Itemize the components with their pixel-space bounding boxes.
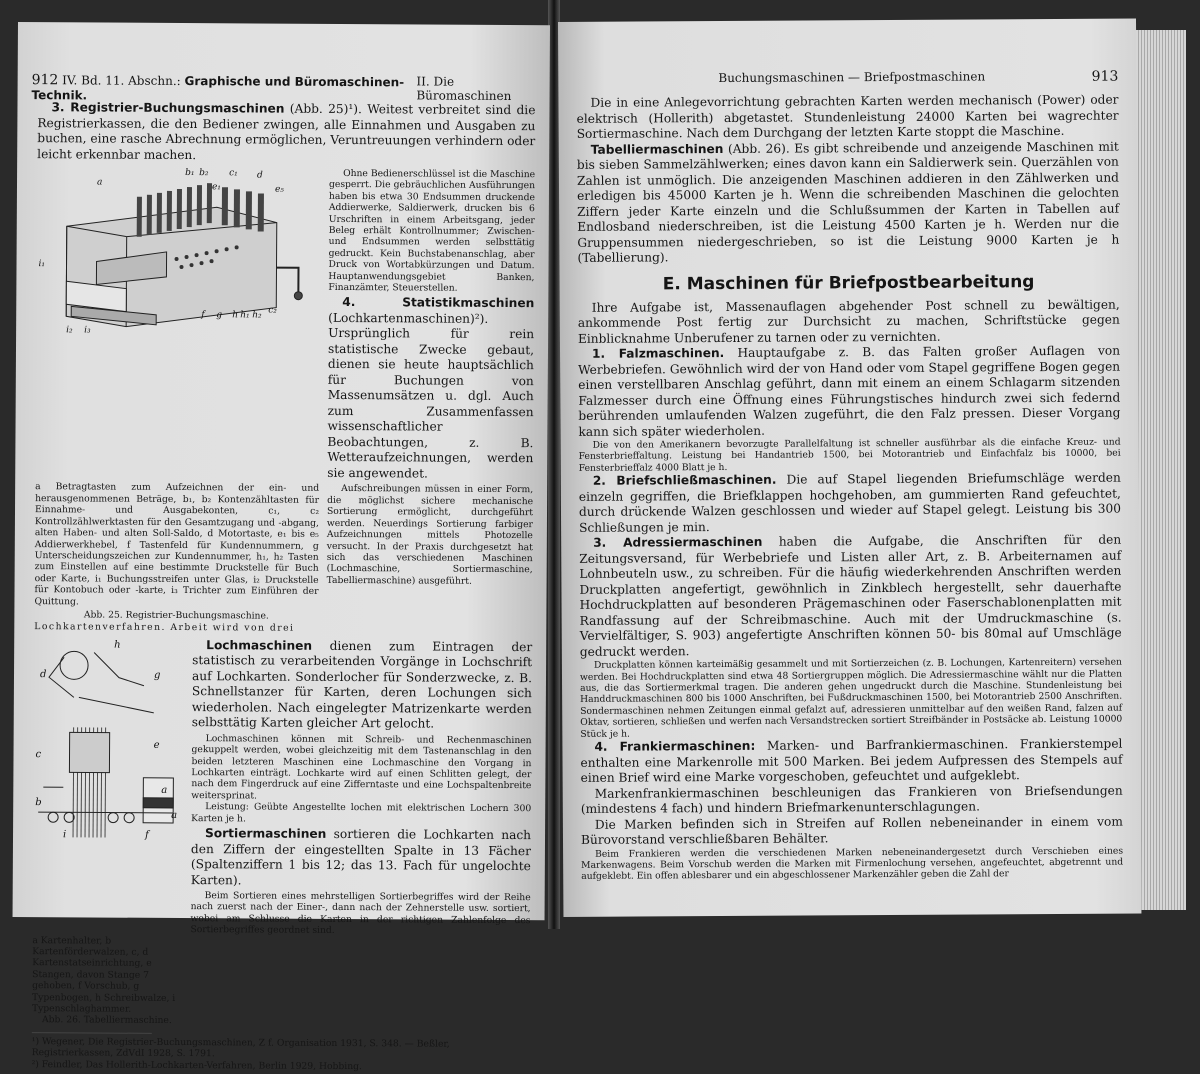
section-intro: Ihre Aufgabe ist, Massenauflagen abgehender Post schnell zu bewältigen, ankommende Post fertig zur Durchsicht zu machen, Schriftstücke gegen Einblicknahme Unberufener zu tarnen oder zu vernichten. — [577, 297, 1120, 346]
fig26-label-c: c — [35, 748, 42, 760]
statistik-text: (Lochkartenmaschinen)²). Ursprünglich für rein statistische Zwecke gebaut, dienen sie heute hauptsächlich für Buchungen von Massenumsätzen u. dgl. Auch zum Zusammenfassen wissenschaftlicher Beobachtungen, z. B. Wetteraufzeichnungen, werden sie angewendet. — [327, 310, 535, 481]
lochmaschinen-text: dienen zum Eintragen der statistisch zu verarbeitenden Vorgänge in Lochschrift auf Lochkarten. Sonderlocher für Sonderzwecke, z. B. Schnellstanzer für Karten, deren Lochungen sich wiederholen. Nach eingelegter Matrizenkarte werden selbsttätig Karten gleicher Art gelocht. — [191, 638, 533, 731]
leistung-small-text: Leistung: Geübte Angestellte lochen mit elektrischen Lochern 300 Karten je h. — [191, 801, 532, 825]
right-page-number: 913 — [1091, 68, 1119, 85]
sortier-small-text: Beim Sortieren eines mehrstelligen Sortierbegriffes wird der Reihe nach zuerst nach der Einer-, dann nach der Zehnerstelle usw. sortiert, wobei am Schlusse die Karten in der richtigen Zahlenfolge des Sortierbegriffes geordnet sind. — [190, 890, 531, 937]
fig25-label-h: h — [232, 310, 239, 321]
statistik-title: 4. Statistikmaschinen — [342, 295, 535, 311]
frankier-title: 4. Frankiermaschinen: — [594, 738, 756, 754]
fig25-label-h2: h₂ — [252, 310, 262, 321]
fig25-caption: a Betragtasten zum Aufzeichnen der ein- und herausgenommenen Beträge, b₁, b₂ Kontenzähltasten für Einnahme- und Ausgabekonten, c₁, c₂ Kontrollzählwerktasten für den Gesamtzugang und -abgang, alten Haben- und alten Soll-Saldo, d Motortaste, e₁ bis e₅ Addierwerkhebel, f Tastenfeld für Kundennummern, g Unterscheidungszeichen zur Kundennummer, h₁, h₂ Tasten zum Einstellen auf eine bestimmte Druckstelle für Buch oder Karte, i₁ Buchungsstreifen unter Glas, i₂ Druckstelle für Kontobuch oder -karte, i₃ Trichter zum Einführen der Quittung. — [34, 481, 320, 607]
falz-title: 1. Falzmaschinen. — [591, 345, 725, 361]
fig26-label-h: h — [114, 639, 121, 651]
schliess-title: 2. Briefschließmaschinen. — [592, 472, 777, 489]
schliess-text: Die auf Stapel liegenden Briefumschläge werden einzeln gegriffen, die Briefklappen hochgehoben, am gummierten Rand gefeuchtet, durch drückende Walzen geschlossen und wieder auf Stapel gelegt. Leistung bis 300 Schließungen je min. — [578, 470, 1122, 535]
tabellier-machine-illustration — [33, 637, 184, 843]
marken-paragraph: Die Marken befinden sich in Streifen auf Rollen nebeneinander in einem vom Bürovorstand verschließbaren Behälter. — [580, 814, 1123, 847]
fig26-label-i: i — [63, 829, 67, 841]
registrier-machine-illustration — [36, 166, 321, 338]
lochmaschinen-small-text: Lochmaschinen können mit Schreib- und Rechenmaschinen gekuppelt werden, wobei gleichzeitig mit dem Tastenanschlag in den beiden letzteren Maschinen eine Lochmaschine den Vorgang in Lochkarten einträgt. Lochkarte wird auf einen Schlitten gelegt, der nach dem Fingerdruck auf eine Zifferntaste und eine Lochspaltenbreite weitersprinat. — [191, 732, 532, 802]
fig25-label-i3: i₃ — [84, 325, 91, 336]
frankier-paragraph — [580, 737, 1122, 787]
fig25-label-f: f — [201, 310, 205, 321]
fig25-label-e5: e₅ — [274, 184, 284, 195]
fig26-title: Abb. 26. Tabelliermaschine. — [41, 1014, 172, 1027]
fig25-label-d: d — [257, 170, 263, 181]
tabellier-title: Tabelliermaschinen — [590, 141, 724, 157]
fig26-label-g: g — [153, 669, 161, 681]
adressier-title: 3. Adressiermaschinen — [593, 534, 763, 551]
fig26-label-d: d — [39, 668, 47, 680]
schliess-paragraph — [579, 471, 1121, 536]
fig26-label-e: e — [153, 739, 160, 751]
fig25-label-h1: h₁ — [240, 310, 250, 321]
left-running-head-prefix: IV. Bd. 11. Abschn.: — [62, 73, 185, 89]
footnote-1: ¹) Wegener, Die Registrier-Buchungsmaschinen, Z f. Organisation 1931, S. 348. — Beßler, Registrierkassen, ZdVdI 1928, S. 1791. — [31, 1035, 450, 1060]
figure-25 — [35, 166, 321, 481]
lochmaschinen-title: Lochmaschinen — [206, 637, 313, 653]
intro-paragraph: Die in eine Anlegevorrichtung gebrachten Karten werden mechanisch (Power) oder elektrisch (Hollerith) abgetastet. Stundenleistung 24000 Karten bei wagrechter Sortiermaschine. Nach dem Durchgang der letzten Karte stoppt die Maschine. — [576, 92, 1119, 141]
sortier-title: Sortiermaschinen — [205, 826, 327, 841]
frankier-text: Marken- und Barfrankiermaschinen. Frankierstempel enthalten eine Markenrolle mit 500 Marken. Bei jedem Aufpressen des Stempels auf einen Brief wird eine Marke vorgeschoben, gefeuchtet und aufgeklebt. — [580, 736, 1123, 785]
fig25-label-i2: i₂ — [66, 325, 73, 336]
falz-text: Hauptaufgabe z. B. das Falten großer Auflagen von Werbebriefen. Gewöhnlich wird der von Hand oder vom Stapel gegriffene Bogen gegen einen verstellbaren Anschlag geführt, dann mit einem an einem Schlagarm sitzenden Falzmesser durch eine Öffnung eines Führungstisches hindurch zwei sich federnd berührenden umlaufenden Walzen zugeführt, die den Falz pressen. Dieser Vorgang kann sich später wiederholen. — [578, 343, 1121, 439]
tabellier-paragraph — [577, 139, 1120, 266]
right-page — [558, 18, 1141, 917]
fig25-label-b2: b₂ — [199, 168, 209, 179]
right-running-head — [718, 69, 1118, 87]
left-running-head-tail: II. Die Büromaschinen — [416, 74, 512, 104]
fig25-title: Abb. 25. Registrier-Buchungsmaschine. — [83, 609, 269, 622]
fig25-label-i1: i₁ — [38, 259, 46, 270]
section-title: E. Maschinen für Briefpostbearbeitung — [662, 271, 1035, 294]
registrier-paragraph — [37, 100, 535, 165]
page-edges — [1136, 30, 1186, 910]
registrier-small-text: Ohne Bedienerschlüssel ist die Maschine gesperrt. Die gebräuchlichen Ausführungen haben bis etwa 30 Endsummen druckende Addierwerke, Saldierwerk, drucken bis 6 Urschriften in einem Arbeitsgang, jeder Beleg erhält Kontrollnummer; Zwischen- und Endsummen werden selbsttätig gedruckt. Kein Buchstabenanschlag, aber Druck von Wortabkürzungen und Datum. Hauptanwendungsgebiet Banken, Finanzämter, Steuerstellen. — [328, 167, 536, 294]
fig26-label-a2: a — [171, 809, 178, 821]
sortier-paragraph — [191, 826, 531, 890]
registrier-title: 3. Registrier-Buchungsmaschinen — [51, 100, 285, 116]
falz-small-text: Die von den Amerikanern bevorzugte Parallelfaltung ist schneller ausführbar als die einfache Kreuz- und Fensterbrieffaltung. Leistung bei Handantrieb 1500, bei Motorantrieb und Einfachfalz bis 10000, bei Fensterbrieffalz 4000 Blatt je h. — [578, 436, 1121, 474]
fig26-label-b: b — [35, 796, 42, 808]
registrier-intro: (Abb. 25)¹). Weitest verbreitet sind die Registrierkassen, die den Bediener zwingen, alle Einnahmen und Ausgaben zu buchen, eine rasche Abrechnung ermöglichen, Veruntreuungen verhindern oder leicht erkennbar machen. — [37, 101, 536, 162]
left-page — [13, 22, 550, 1073]
fig26-caption: a Kartenhalter, b Kartenförderwalzen, c, d Kartenstatseinrichtung, e Stangen, davon Stange 7 gehoben, f Vorschub, g Typenbogen, h Schreibwalze, i Typenschlaghammer. — [31, 934, 176, 1015]
fig25-label-b1: b₁ — [185, 168, 195, 179]
markenfrankier-paragraph: Markenfrankiermaschinen beschleunigen das Frankieren von Briefsendungen (mindestens 4 fach) und hindern Briefmarkenunterschlagungen. — [580, 783, 1123, 816]
statistik-paragraph — [327, 295, 534, 482]
aufschreibungen-small-text: Aufschreibungen müssen in einer Form, die möglichst sichere mechanische Sortierung ermöglicht, durchgeführt werden. Neuerdings Sortierung farbiger Aufzeichnungen mittels Photozelle versucht. In der Praxis durchgesetzt hat sich das verschiedenen Maschinen (Lochmaschine, Sortiermaschine, Tabelliermaschine) ausgeführt. — [326, 483, 534, 587]
fig25-label-a: a — [96, 177, 103, 188]
frankier-small-text: Beim Frankieren werden die verschiedenen Marken nebeneinandergesetzt durch Verschieben eines Markenwagens. Beim Vorschub werden die Marken mit Firmenlochung versehen, angefeuchtet, abgetrennt und aufgeklebt. Ein offen ablesbarer und ein abgeschlossener Markenzähler geben die Zahl der — [581, 845, 1124, 883]
figure-26 — [32, 637, 184, 936]
footnote-2: ²) Feindler, Das Hollerith-Lochkarten-Verfahren, Berlin 1929, Hobbing. — [31, 1059, 362, 1073]
fig25-label-c2: c₂ — [268, 305, 277, 316]
lochmaschinen-paragraph — [192, 638, 533, 733]
adressier-paragraph — [579, 533, 1122, 660]
fig26-label-a: a — [161, 784, 168, 796]
left-running-head-title: Graphische und Büromaschinen-Technik. — [31, 74, 405, 103]
adressier-small-text: Druckplatten können karteimäßig gesammelt und mit Sortierzeichen (z. B. Lochungen, Kartenreitern) versehen werden. Bei Hochdruckplatten sind etwa 48 Sortiergruppen möglich. Die Adressiermaschine wählt nur die Platten aus, die das Sortiermerkmal tragen. Die anderen gehen ungedruckt durch die Maschine. Stundenleistung bei Handdruckmaschinen 800 bis 1000 Anschriften, bei Fußdruckmaschinen 1500, bei Motorantrieb 2500 Anschriften. Sondermaschinen nehmen Zeitungen einmal gefalzt auf, adressieren unmittelbar auf den weißen Rand, falzen auf Oktav, sortieren, schließen und werfen nach Versandstrecken sortiert Streifbänder in Postsäcke ab. Leistung 10000 Stück je h. — [579, 656, 1123, 740]
tabellier-text: (Abb. 26). Es gibt schreibende und anzeigende Maschinen mit bis sieben Sammelzählwerken; eines davon kann ein Saldierwerk sein. Querzählen von Zahlen ist unmöglich. Die anzeigenden Maschinen addieren in den Zählwerken und erledigen bis 45000 Karten je h. Wenn die schreibenden Maschinen die gelochten Ziffern jeder Karte einzeln und die Schlußsummen der Karten in Tabellen auf Endlosband niederschreiben, ist die Leistung 4500 Karten je h. Werden nur die Gruppensummen niedergeschrieben, so ist die Leistung 9000 Karten je h (Tabellierung). — [576, 139, 1120, 265]
left-page-number: 912 — [31, 72, 59, 89]
fig25-label-c1: c₁ — [229, 168, 238, 179]
fig25-label-g: g — [216, 310, 223, 321]
adressier-text: haben die Aufgabe, die Anschriften für den Zeitungsversand, für Werbebriefe und Listen aller Art, z. B. Arbeiternamen auf Lohnbeuteln usw., zu schreiben. Für die häufig wiederkehrenden Anschriften werden Druckplatten angefertigt, gewöhnlich in Zinkblech hergestellt, sehr dauerhafte Hochdruckplatten auf besonderen Prägemaschinen oder Faserschablonenplatten mit Randfassung auf der Schreibmaschine. Auch mit der Umdruckmaschine (s. Vervielfältiger, S. 903) angefertigte Anschriften können 50- bis 80mal auf Umschläge gedruckt werden. — [579, 532, 1122, 659]
right-running-head-title: Buchungsmaschinen — Briefpostmaschinen — [718, 69, 986, 86]
sortier-text: sortieren die Lochkarten nach den Ziffern der eingestellten Spalte in 13 Fächer (Spaltenziffern 1 bis 12; das 13. Fach für ungelochte Karten). — [190, 826, 532, 887]
lochkarten-line: Lochkartenverfahren. Arbeit wird von drei — [34, 621, 295, 635]
fig25-label-e1: e₁ — [211, 182, 221, 193]
fig26-label-f: f — [145, 829, 149, 841]
footnote-rule — [32, 1032, 152, 1034]
falz-paragraph — [578, 344, 1121, 440]
